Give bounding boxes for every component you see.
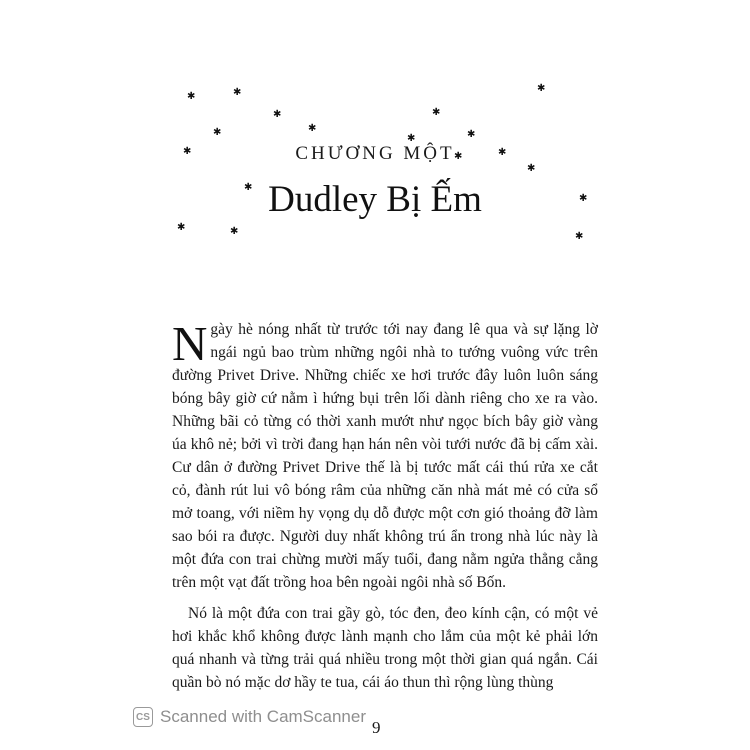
- star-icon: ✱: [527, 163, 536, 174]
- star-icon: ✱: [213, 127, 222, 138]
- star-icon: ✱: [537, 83, 546, 94]
- star-icon: ✱: [454, 151, 463, 162]
- star-icon: ✱: [244, 182, 253, 193]
- chapter-body: [172, 318, 598, 694]
- star-icon: ✱: [432, 107, 441, 118]
- star-icon: ✱: [230, 226, 239, 237]
- chapter-label: CHƯƠNG MỘT: [295, 143, 455, 164]
- star-icon: ✱: [467, 129, 476, 140]
- star-icon: ✱: [498, 147, 507, 158]
- camscanner-logo-icon: CS: [133, 707, 153, 727]
- paragraph: [172, 318, 598, 594]
- paragraph: Nó là một đứa con trai gầy gò, tóc đen, đeo kính cận, có một vẻ hơi khắc khổ không được lành mạnh cho lắm của một kẻ phải lớn quá nhanh và từng trải quá nhiều trong một thời gian quá ngắn. Cái quần bò nó mặc dơ hầy te tua, cái áo thun thì rộng lùng thùng: [172, 605, 598, 691]
- star-icon: ✱: [177, 222, 186, 233]
- star-icon: ✱: [273, 109, 282, 120]
- chapter-title: Dudley Bị Ếm: [268, 179, 482, 220]
- star-icon: ✱: [233, 87, 242, 98]
- star-icon: ✱: [308, 123, 317, 134]
- star-icon: ✱: [187, 91, 196, 102]
- paragraph-text: gày hè nóng nhất từ trước tới nay đang lê qua và sự lặng lờ ngái ngủ bao trùm những ngôi nhà to tướng vuông vức trên đường Privet Drive. Những chiếc xe hơi trước đây luôn luôn sáng bóng bây giờ cứ nằm ì hứng bụi trên lối dành riêng cho xe ra vào. Những bãi cỏ từng có thời xanh mướt như ngọc bích bây giờ vàng úa khô nẻ; bởi vì trời đang hạn hán nên vòi tưới nước đã bị cấm xài. Cư dân ở đường Privet Drive thế là bị tước mất cái thú rửa xe cắt cỏ, đành rút lui vô bóng râm của những căn nhà mát mẻ có cửa sổ mở toang, với niềm hy vọng dụ dỗ được một cơn gió thoảng đỡ làm sao bói ra được. Người duy nhất không trú ẩn trong nhà lúc này là một đứa con trai chừng mười mấy tuổi, đang nằm ngửa thẳng cẳng trên một vạt đất trồng hoa bên ngoài ngôi nhà số Bốn.: [172, 321, 598, 591]
- star-icon: ✱: [183, 146, 192, 157]
- watermark-text: Scanned with CamScanner: [160, 707, 367, 726]
- star-icon: ✱: [407, 133, 416, 144]
- star-icon: ✱: [575, 231, 584, 242]
- star-icon: ✱: [579, 193, 588, 204]
- scanner-watermark: [133, 707, 366, 727]
- drop-cap: N: [172, 316, 208, 371]
- page-number: 9: [372, 718, 381, 737]
